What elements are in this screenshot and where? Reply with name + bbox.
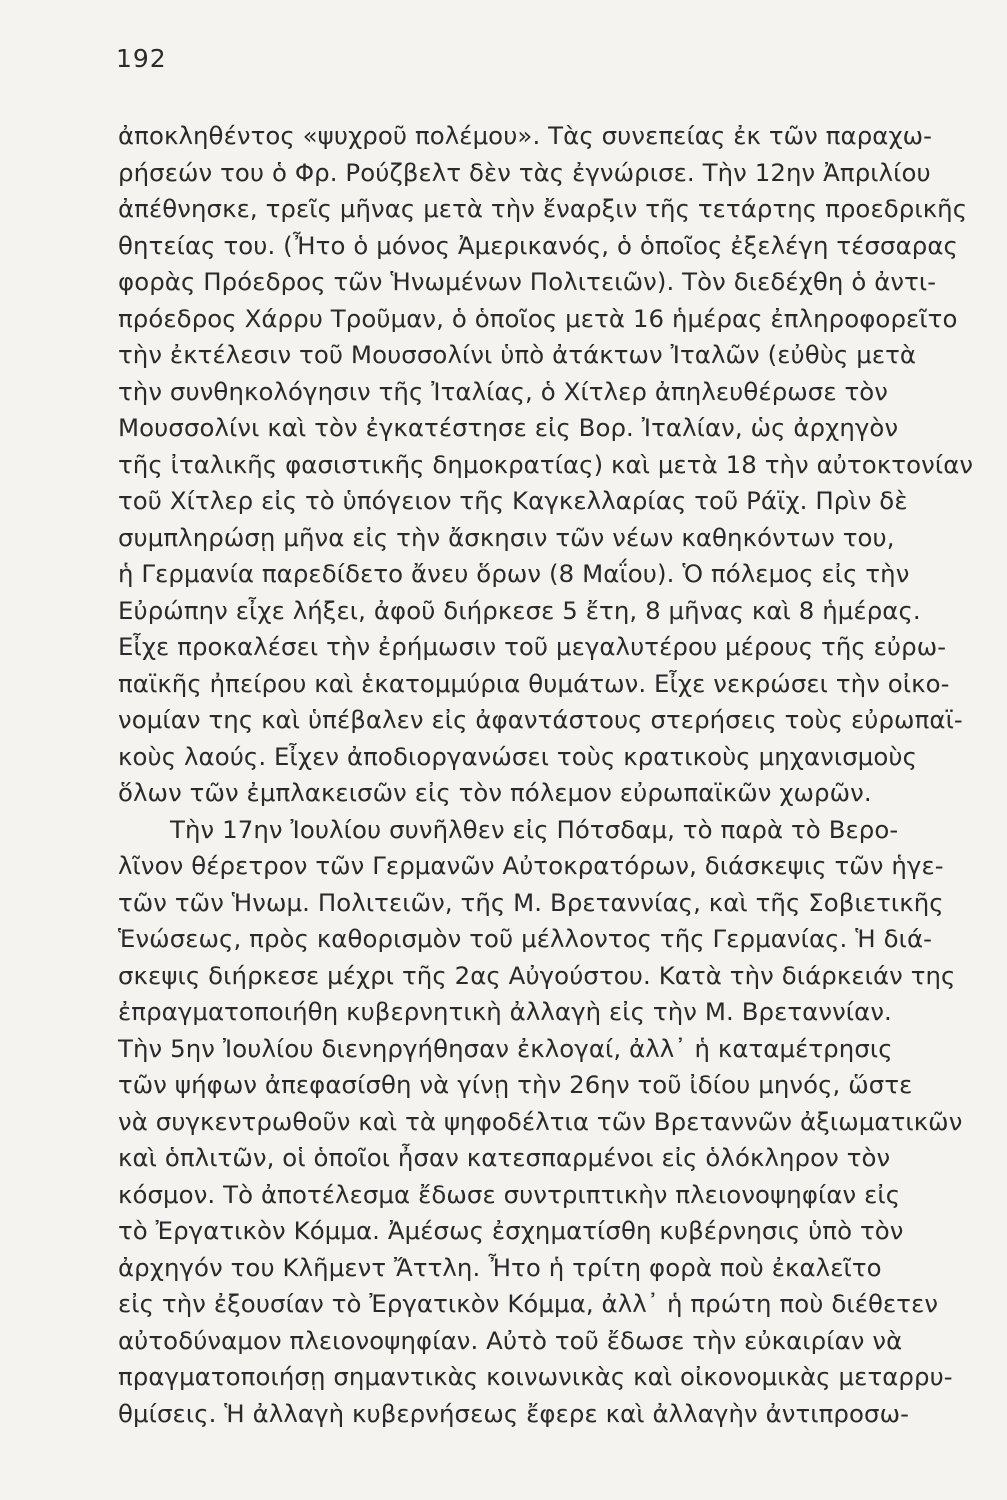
text-line: φορὰς Πρόεδρος τῶν Ἡνωμένων Πολιτειῶν). Τὸν διεδέχθη ὁ ἀντι-: [118, 267, 937, 296]
text-line: νὰ συγκεντρωθοῦν καὶ τὰ ψηφοδέλτια τῶν Βρεταννῶν ἀξιωματικῶν: [118, 1106, 963, 1136]
text-line: πραγματοποιήσῃ σημαντικὰς κοινωνικὰς καὶ οἰκονομικὰς μεταρρυ-: [118, 1362, 953, 1391]
text-line: συμπληρώσῃ μῆνα εἰς τὴν ἄσκησιν τῶν νέων καθηκόντων του,: [118, 522, 895, 552]
text-line: θητείας του. (Ἦτο ὁ μόνος Ἀμερικανός, ὁ ὁποῖος ἐξελέγη τέσσαρας: [118, 230, 958, 260]
text-line: Εὐρώπην εἶχε λήξει, ἀφοῦ διήρκεσε 5 ἔτη, 8 μῆνας καὶ 8 ἡμέρας.: [118, 595, 921, 625]
text-line: Τὴν 5ην Ἰουλίου διενηργήθησαν ἐκλογαί, ἀλλ᾽ ἡ καταμέτρησις: [118, 1033, 893, 1063]
page-number: 192: [116, 44, 167, 73]
text-line: τῆς ἰταλικῆς φασιστικῆς δημοκρατίας) καὶ μετὰ 18 τὴν αὐτοκτονίαν: [118, 449, 974, 479]
text-line: νομίαν της καὶ ὑπέβαλεν εἰς ἀφαντάστους στερήσεις τοὺς εὐρωπαϊ-: [118, 705, 963, 734]
text-line: τῶν τῶν Ἡνωμ. Πολιτειῶν, τῆς Μ. Βρεταννίας, καὶ τῆς Σοβιετικῆς: [118, 887, 944, 917]
text-line: Μουσσολίνι καὶ τὸν ἐγκατέστησε εἰς Βορ. Ἰταλίαν, ὡς ἀρχηγὸν: [118, 413, 899, 442]
text-line: θμίσεις. Ἡ ἀλλαγὴ κυβερνήσεως ἔφερε καὶ ἀλλαγὴν ἀντιπροσω-: [118, 1398, 909, 1428]
text-line: ρήσεών του ὁ Φρ. Ρούζβελτ δὲν τὰς ἐγνώρισε. Τὴν 12ην Ἀπριλίου: [118, 157, 931, 187]
text-line: Τὴν 17ην Ἰουλίου συνῆλθεν εἰς Πότσδαμ, τὸ παρὰ τὸ Βερο-: [170, 814, 899, 844]
text-line: ὅλων τῶν ἐμπλακεισῶν εἰς τὸν πόλεμον εὐρωπαϊκῶν χωρῶν.: [118, 778, 872, 807]
body-text: [118, 118, 978, 1432]
text-line: σκεψις διήρκεσε μέχρι τῆς 2ας Αὐγούστου. Κατὰ τὴν διάρκειάν της: [118, 960, 956, 990]
text-line: καὶ ὁπλιτῶν, οἱ ὁποῖοι ἦσαν κατεσπαρμένοι εἰς ὁλόκληρον τὸν: [118, 1143, 891, 1172]
text-line: τὴν ἐκτέλεσιν τοῦ Μουσσολίνι ὑπὸ ἀτάκτων Ἰταλῶν (εὐθὺς μετὰ: [118, 340, 917, 369]
text-line: πρόεδρος Χάρρυ Τροῦμαν, ὁ ὁποῖος μετὰ 16 ἡμέρας ἐπληροφορεῖτο: [118, 303, 958, 333]
text-line: αὐτοδύναμον πλειονοψηφίαν. Αὐτὸ τοῦ ἔδωσε τὴν εὐκαιρίαν νὰ: [118, 1325, 903, 1355]
text-line: τῶν ψήφων ἀπεφασίσθη νὰ γίνῃ τὴν 26ην τοῦ ἰδίου μηνός, ὥστε: [118, 1070, 913, 1099]
text-line: κόσμον. Τὸ ἀποτέλεσμα ἔδωσε συντριπτικὴν πλειονοψηφίαν εἰς: [118, 1179, 901, 1209]
text-line: τὴν συνθηκολόγησιν τῆς Ἰταλίας, ὁ Χίτλερ ἀπηλευθέρωσε τὸν: [118, 376, 889, 406]
text-line: ἀποκληθέντος «ψυχροῦ πολέμου». Τὰς συνεπείας ἐκ τῶν παραχω-: [118, 121, 933, 150]
text-line: Ἑνώσεως, πρὸς καθορισμὸν τοῦ μέλλοντος τῆς Γερμανίας. Ἡ διά-: [118, 924, 933, 953]
text-line: κοὺς λαούς. Εἶχεν ἀποδιοργανώσει τοὺς κρατικοὺς μηχανισμοὺς: [118, 741, 918, 771]
text-line: εἰς τὴν ἐξουσίαν τὸ Ἐργατικὸν Κόμμα, ἀλλ᾽ ἡ πρώτη ποὺ διέθετεν: [118, 1289, 939, 1318]
text-line: τοῦ Χίτλερ εἰς τὸ ὑπόγειον τῆς Καγκελλαρίας τοῦ Ράϊχ. Πρὶν δὲ: [118, 486, 908, 515]
text-line: λῖνον θέρετρον τῶν Γερμανῶν Αὐτοκρατόρων, διάσκεψις τῶν ἡγε-: [118, 851, 944, 880]
text-line: παϊκῆς ἠπείρου καὶ ἑκατομμύρια θυμάτων. Εἶχε νεκρώσει τὴν οἰκο-: [118, 668, 950, 698]
text-line: Εἶχε προκαλέσει τὴν ἐρήμωσιν τοῦ μεγαλυτέρου μέρους τῆς εὐρω-: [118, 632, 947, 661]
text-line: ἀπέθνησκε, τρεῖς μῆνας μετὰ τὴν ἔναρξιν τῆς τετάρτης προεδρικῆς: [118, 194, 968, 223]
text-line: ἐπραγματοποιήθη κυβερνητικὴ ἀλλαγὴ εἰς τὴν Μ. Βρεταννίαν.: [118, 997, 892, 1026]
text-line: ἡ Γερμανία παρεδίδετο ἄνευ ὅρων (8 Μαΐου). Ὁ πόλεμος εἰς τὴν: [118, 559, 910, 588]
text-line: τὸ Ἐργατικὸν Κόμμα. Ἀμέσως ἐσχηματίσθη κυβέρνησις ὑπὸ τὸν: [118, 1216, 904, 1245]
text-line: ἀρχηγόν του Κλῆμεντ Ἄττλη. Ἦτο ἡ τρίτη φορὰ ποὺ ἐκαλεῖτο: [118, 1252, 882, 1282]
